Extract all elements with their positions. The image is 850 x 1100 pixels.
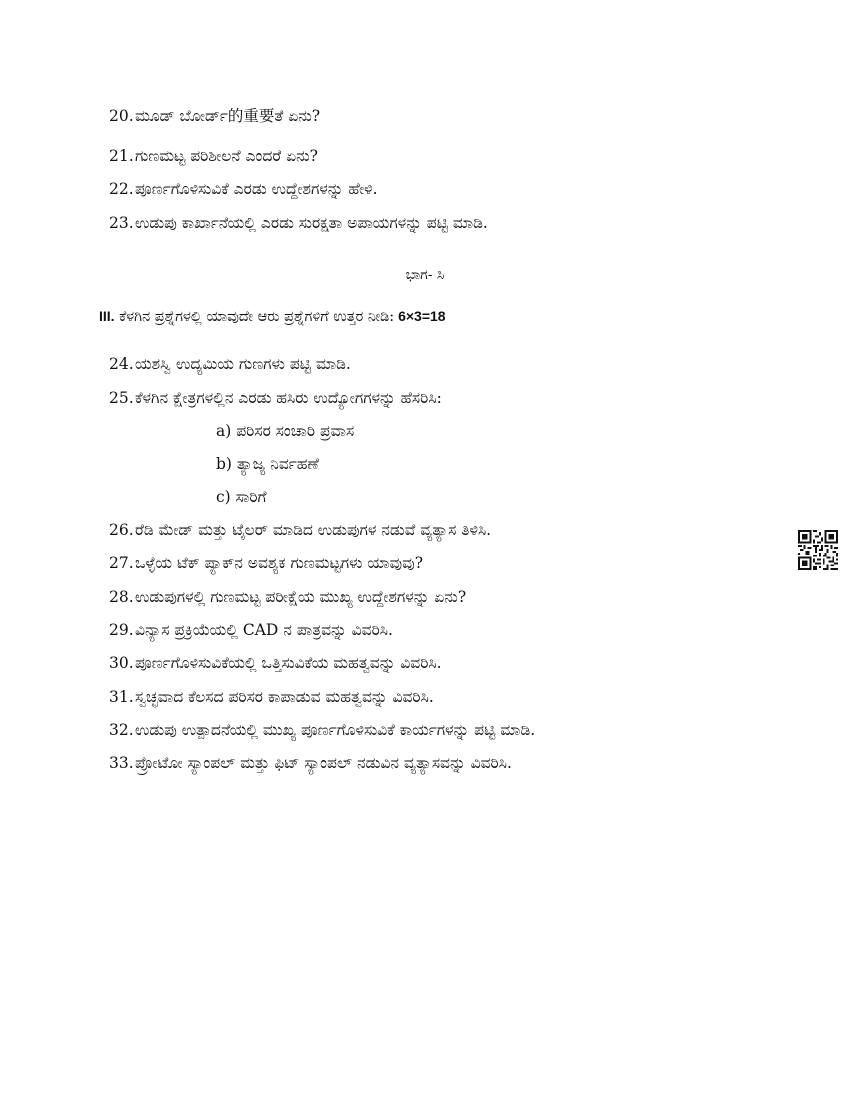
question-text: ಪೂರ್ಣಗೊಳಿಸುವಿಕೆಯಲ್ಲಿ ಒತ್ತಿಸುವಿಕೆಯ ಮಹತ್ವವನ್ನು ವಿವರಿಸಿ. xyxy=(135,654,442,672)
marks-allocation: 6×3=18 xyxy=(394,308,446,324)
option-c: c) ಸಾರಿಗೆ xyxy=(216,488,267,506)
question-number: 21. xyxy=(109,147,134,165)
section-instruction xyxy=(99,306,446,327)
question-number: 32. xyxy=(109,721,134,739)
question-text: ಒಳ್ಳೆಯ ಟೆಕ್ ಪ್ಯಾಕ್‌ನ ಅವಶ್ಯಕ ಗುಣಮಟ್ಟಗಳು ಯಾವುವು? xyxy=(135,554,424,572)
question-31 xyxy=(109,687,434,707)
question-text: ಪೂರ್ಣಗೊಳಿಸುವಿಕೆ ಎರಡು ಉದ್ದೇಶಗಳನ್ನು ಹೇಳಿ. xyxy=(135,180,378,198)
question-text: ಪ್ರೋಟೋ ಸ್ಯಾಂಪಲ್ ಮತ್ತು ಫಿಟ್ ಸ್ಯಾಂಪಲ್ ನಡುವಿನ ವ್ಯತ್ಯಾಸವನ್ನು ವಿವರಿಸಿ. xyxy=(135,754,512,772)
question-number: 28. xyxy=(109,588,134,606)
question-text: ಮೂಡ್ ಬೋರ್ಡ್的重要ತೆ ಏನು? xyxy=(135,107,321,125)
question-30 xyxy=(109,653,442,673)
question-text: ಉಡುಪು ಉತ್ಪಾದನೆಯಲ್ಲಿ ಮುಖ್ಯ ಪೂರ್ಣಗೊಳಿಸುವಿಕೆ ಕಾರ್ಯಗಳನ್ನು ಪಟ್ಟಿ ಮಾಡಿ. xyxy=(135,721,536,739)
instruction-text: ಕೆಳಗಿನ ಪ್ರಶ್ನೆಗಳಲ್ಲಿ ಯಾವುದೇ ಆರು ಪ್ರಶ್ನೆಗಳಿಗೆ ಉತ್ತರ ನೀಡಿ: xyxy=(114,309,395,325)
question-28 xyxy=(109,587,466,607)
section-title: ಭಾಗ- ಸಿ xyxy=(405,267,445,283)
question-25 xyxy=(109,388,442,408)
question-text: ಉಡುಪು ಕಾರ್ಖಾನೆಯಲ್ಲಿ ಎರಡು ಸುರಕ್ಷತಾ ಅಪಾಯಗಳನ್ನು ಪಟ್ಟಿ ಮಾಡಿ. xyxy=(135,214,488,232)
question-number: 33. xyxy=(109,754,134,772)
section-roman-numeral: III. xyxy=(99,308,115,324)
question-number: 25. xyxy=(109,389,134,407)
question-number: 24. xyxy=(109,355,134,373)
question-number: 29. xyxy=(109,621,134,639)
question-text: ಕೆಳಗಿನ ಕ್ಷೇತ್ರಗಳಲ್ಲಿನ ಎರಡು ಹಸಿರು ಉದ್ಯೋಗಗಳನ್ನು ಹೆಸರಿಸಿ: xyxy=(135,389,442,407)
question-21 xyxy=(109,146,318,166)
question-26 xyxy=(109,520,491,540)
question-text: ಯಶಸ್ವಿ ಉದ್ಯಮಿಯ ಗುಣಗಳು ಪಟ್ಟಿ ಮಾಡಿ. xyxy=(135,355,351,373)
question-number: 26. xyxy=(109,521,134,539)
question-32 xyxy=(109,720,535,740)
question-29 xyxy=(109,620,393,640)
question-24 xyxy=(109,354,351,374)
option-b: b) ತ್ಯಾಜ್ಯ ನಿರ್ವಹಣೆ xyxy=(216,455,319,473)
qr-code-icon xyxy=(798,530,838,570)
question-number: 22. xyxy=(109,180,134,198)
question-27 xyxy=(109,553,423,573)
question-text: ರೆಡಿ ಮೇಡ್ ಮತ್ತು ಟೈಲರ್ ಮಾಡಿದ ಉಡುಪುಗಳ ನಡುವೆ ವ್ಯತ್ಯಾಸ ತಿಳಿಸಿ. xyxy=(135,521,492,539)
question-text: ಗುಣಮಟ್ಟ ಪರಿಶೀಲನೆ ಎಂದರೆ ಏನು? xyxy=(135,147,318,165)
question-20 xyxy=(109,106,320,126)
question-number: 23. xyxy=(109,214,134,232)
question-number: 27. xyxy=(109,554,134,572)
question-text: ವಿನ್ಯಾಸ ಪ್ರಕ್ರಿಯೆಯಲ್ಲಿ CAD ನ ಪಾತ್ರವನ್ನು ವಿವರಿಸಿ. xyxy=(135,621,393,639)
question-22 xyxy=(109,179,378,199)
question-number: 30. xyxy=(109,654,134,672)
question-text: ಸ್ವಚ್ಛವಾದ ಕೆಲಸದ ಪರಿಸರ ಕಾಪಾಡುವ ಮಹತ್ವವನ್ನು ವಿವರಿಸಿ. xyxy=(135,688,434,706)
question-text: ಉಡುಪುಗಳಲ್ಲಿ ಗುಣಮಟ್ಟ ಪರೀಕ್ಷೆಯ ಮುಖ್ಯ ಉದ್ದೇಶಗಳನ್ನು ಏನು? xyxy=(135,588,467,606)
question-number: 20. xyxy=(109,107,134,125)
option-a: a) ಪರಿಸರ ಸಂಚಾರಿ ಪ್ರವಾಸ xyxy=(216,422,355,440)
question-23 xyxy=(109,213,488,233)
question-33 xyxy=(109,753,512,773)
question-number: 31. xyxy=(109,688,134,706)
